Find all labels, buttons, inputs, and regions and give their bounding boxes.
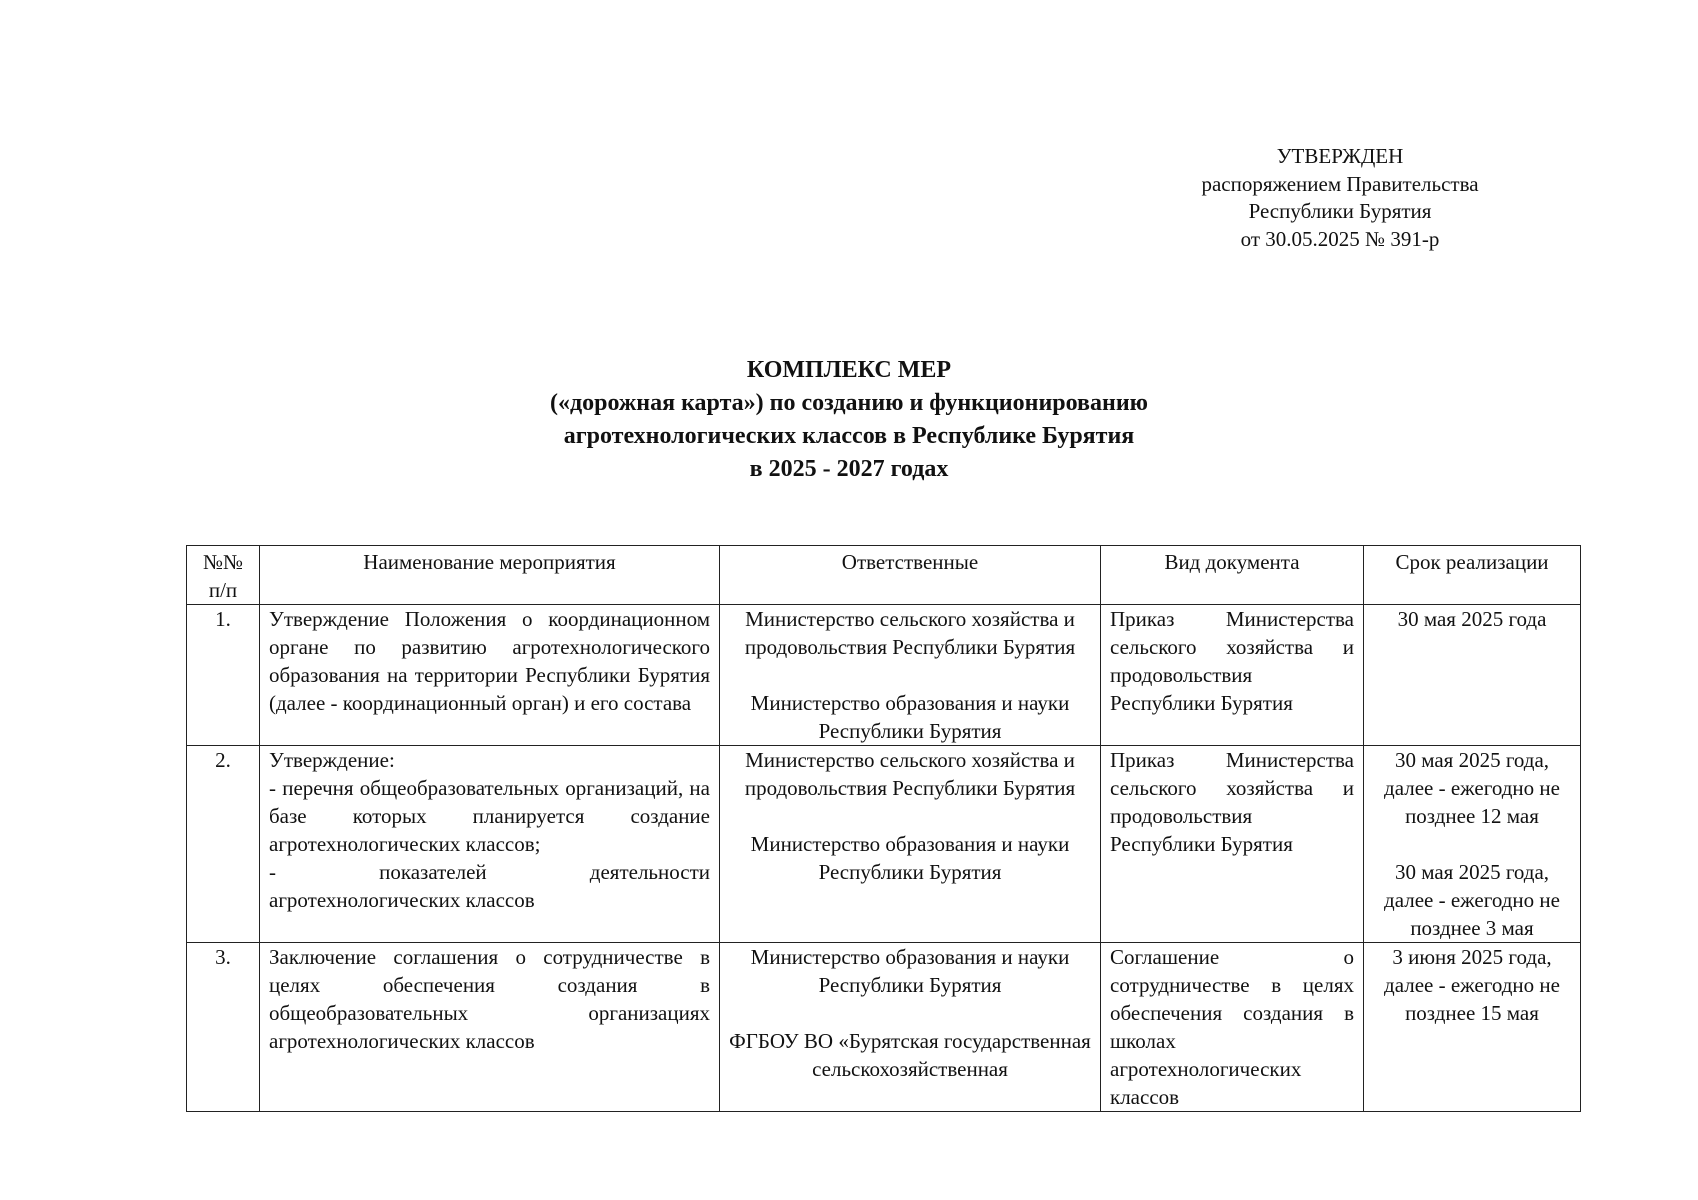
- responsible-cell: [720, 605, 1101, 746]
- deadline-cell: [1364, 746, 1581, 943]
- document-type: Соглашение о сотрудничестве в целях обеспечения создания в школах агротехнологических классов: [1101, 943, 1364, 1112]
- measure-name-cell: [260, 746, 720, 943]
- approval-line-order: распоряжением Правительства: [1201, 171, 1479, 196]
- approval-stamp: [1175, 143, 1505, 253]
- responsible-agency: Министерство сельского хозяйства и продовольствия Республики Бурятия: [744, 607, 1076, 659]
- deadline-text: 30 мая 2025 года: [1397, 607, 1547, 631]
- responsible-cell: [720, 746, 1101, 943]
- table-row: [187, 605, 1581, 746]
- header-responsible: Ответственные: [720, 546, 1101, 605]
- table-row: [187, 943, 1581, 1112]
- title-line-3: агротехнологических классов в Республике Бурятия: [563, 423, 1135, 449]
- header-number-line2: п/п: [208, 578, 238, 602]
- measure-name: Заключение соглашения о сотрудничестве в целях обеспечения создания в общеобразовательных организациях агротехнологических классов: [260, 943, 720, 1112]
- document-title: [250, 354, 1448, 486]
- row-number: 1.: [187, 605, 260, 746]
- row-number: 3.: [187, 943, 260, 1112]
- deadline-text: 30 мая 2025 года, далее - ежегодно не позднее 3 мая: [1384, 860, 1560, 940]
- document-type: Приказ Министерства сельского хозяйства и продовольствия Республики Бурятия: [1101, 605, 1364, 746]
- measure-name: Утверждение Положения о координационном органе по развитию агротехнологического образования на территории Республики Бурятия (далее - координационный орган) и его состава: [260, 605, 720, 746]
- deadline-text: 30 мая 2025 года, далее - ежегодно не позднее 12 мая: [1384, 748, 1560, 828]
- row-number: 2.: [187, 746, 260, 943]
- header-measure-name: Наименование мероприятия: [260, 546, 720, 605]
- responsible-agency: Министерство образования и науки Республики Бурятия: [750, 945, 1070, 997]
- approval-line-republic: Республики Бурятия: [1248, 199, 1432, 223]
- measures-table: [186, 545, 1581, 1112]
- approval-line-approved: УТВЕРЖДЕН: [1276, 144, 1404, 168]
- deadline-cell: [1364, 943, 1581, 1112]
- table-header-row: [187, 546, 1581, 605]
- document-type: Приказ Министерства сельского хозяйства и продовольствия Республики Бурятия: [1101, 746, 1364, 943]
- deadline-cell: [1364, 605, 1581, 746]
- title-line-1: КОМПЛЕКС МЕР: [746, 357, 952, 383]
- title-line-2: («дорожная карта») по созданию и функционированию: [549, 390, 1148, 416]
- title-line-4: в 2025 - 2027 годах: [749, 456, 949, 482]
- measure-name-item: - показателей деятельности агротехнологических классов: [269, 860, 710, 912]
- responsible-agency: ФГБОУ ВО «Бурятская государственная сельскохозяйственная: [729, 1029, 1091, 1081]
- header-number: [187, 546, 260, 605]
- approval-line-date: от 30.05.2025 № 391-р: [1240, 226, 1440, 251]
- responsible-agency: Министерство сельского хозяйства и продовольствия Республики Бурятия: [744, 748, 1076, 800]
- measure-name-intro: Утверждение:: [269, 748, 395, 772]
- deadline-text: 3 июня 2025 года, далее - ежегодно не позднее 15 мая: [1384, 945, 1560, 1025]
- responsible-cell: [720, 943, 1101, 1112]
- header-number-line1: №№: [202, 550, 244, 574]
- header-deadline: Срок реализации: [1364, 546, 1581, 605]
- responsible-agency: Министерство образования и науки Республики Бурятия: [750, 832, 1070, 884]
- table-row: [187, 746, 1581, 943]
- measure-name-item: - перечня общеобразовательных организаций, на базе которых планируется создание агротехнологических классов;: [269, 776, 710, 856]
- header-document-type: Вид документа: [1101, 546, 1364, 605]
- responsible-agency: Министерство образования и науки Республики Бурятия: [750, 691, 1070, 743]
